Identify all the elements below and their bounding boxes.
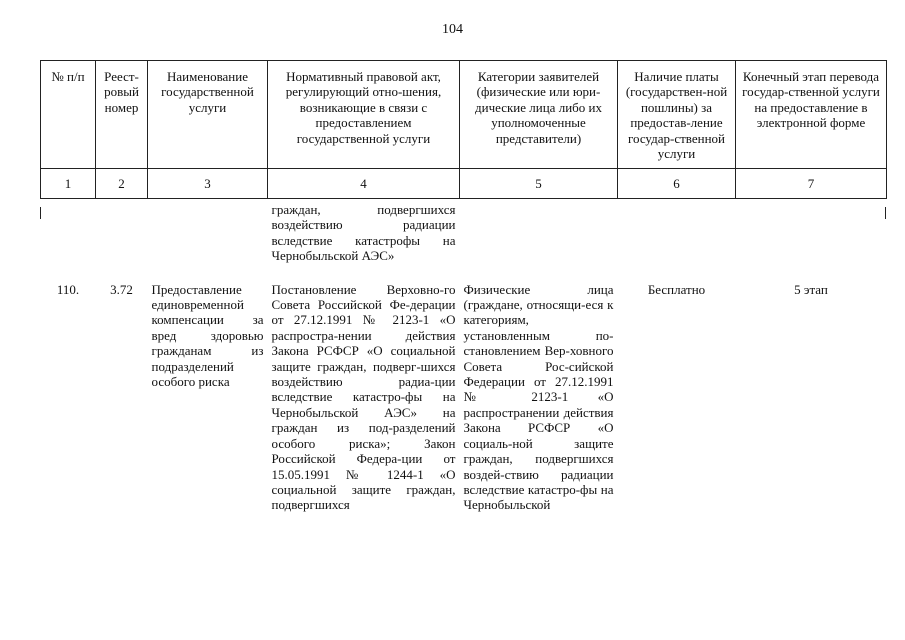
row-fee: Бесплатно — [647, 281, 706, 297]
column-number: 5 — [460, 169, 618, 199]
column-number: 6 — [618, 169, 736, 199]
row-final-stage: 5 этап — [794, 281, 828, 297]
page-number: 104 — [442, 22, 463, 37]
row-applicant-categories: Физические лица (граждане, относящи-еся к категориям, установленным по-становлением Вер-ховного Совета Рос-сийской Федерации от 27.12.1991 № 2123-1 «О распространении действия Закона РСФСР «О социаль-ной защите граждан, подвергшихся воздей-ствию радиации вследствие катастро-фы на Чернобыльской — [463, 281, 614, 513]
table-header-row — [41, 61, 887, 169]
header-number: № п/п — [41, 61, 96, 169]
services-table — [40, 60, 887, 513]
continuation-legal-act: граждан, подвергшихся воздействию радиации вследствие катастрофы на Чернобыльской АЭС» — [271, 202, 456, 264]
table-right-border — [885, 207, 886, 219]
column-number-row — [41, 169, 887, 199]
header-registry-number: Реест-ровый номер — [96, 61, 148, 169]
row-service-name: Предоставление единовременной компенсации за вред здоровью гражданам из подразделений особого риска — [151, 281, 264, 390]
row-number: 110. — [56, 281, 80, 297]
header-applicant-categories: Категории заявителей (физические или юри-дические лица либо их уполномоченные представители) — [460, 61, 618, 169]
column-number: 4 — [268, 169, 460, 199]
column-number: 3 — [148, 169, 268, 199]
column-number: 2 — [96, 169, 148, 199]
row-legal-act: Постановление Верховно-го Совета Российской Фе-дерации от 27.12.1991 № 2123-1 «О распростра-нении действия Закона РСФСР «О социальной защите граждан, подверг-шихся воздействию радиа-ции вследствие катастро-фы на Чернобыльской АЭС» на граждан из под-разделений особого риска»; Закон Российской Федера-ции от 15.05.1991 № 1244-1 «О социальной защите граждан, подвергшихся — [271, 281, 456, 513]
header-fee: Наличие платы (государствен-ной пошлины) за предостав-ление государ-ственной услуги — [618, 61, 736, 169]
row-registry-number: 3.72 — [110, 281, 133, 297]
header-service-name: Наименование государственной услуги — [148, 61, 268, 169]
table-row — [41, 264, 887, 513]
header-legal-act: Нормативный правовой акт, регулирующий отно-шения, возникающие в связи с предоставлением государственной услуги — [268, 61, 460, 169]
header-final-stage: Конечный этап перевода государ-ственной услуги на предоставление в электронной форме — [736, 61, 887, 169]
continuation-row — [41, 199, 887, 264]
table-left-border — [40, 207, 41, 219]
column-number: 7 — [736, 169, 887, 199]
column-number: 1 — [41, 169, 96, 199]
